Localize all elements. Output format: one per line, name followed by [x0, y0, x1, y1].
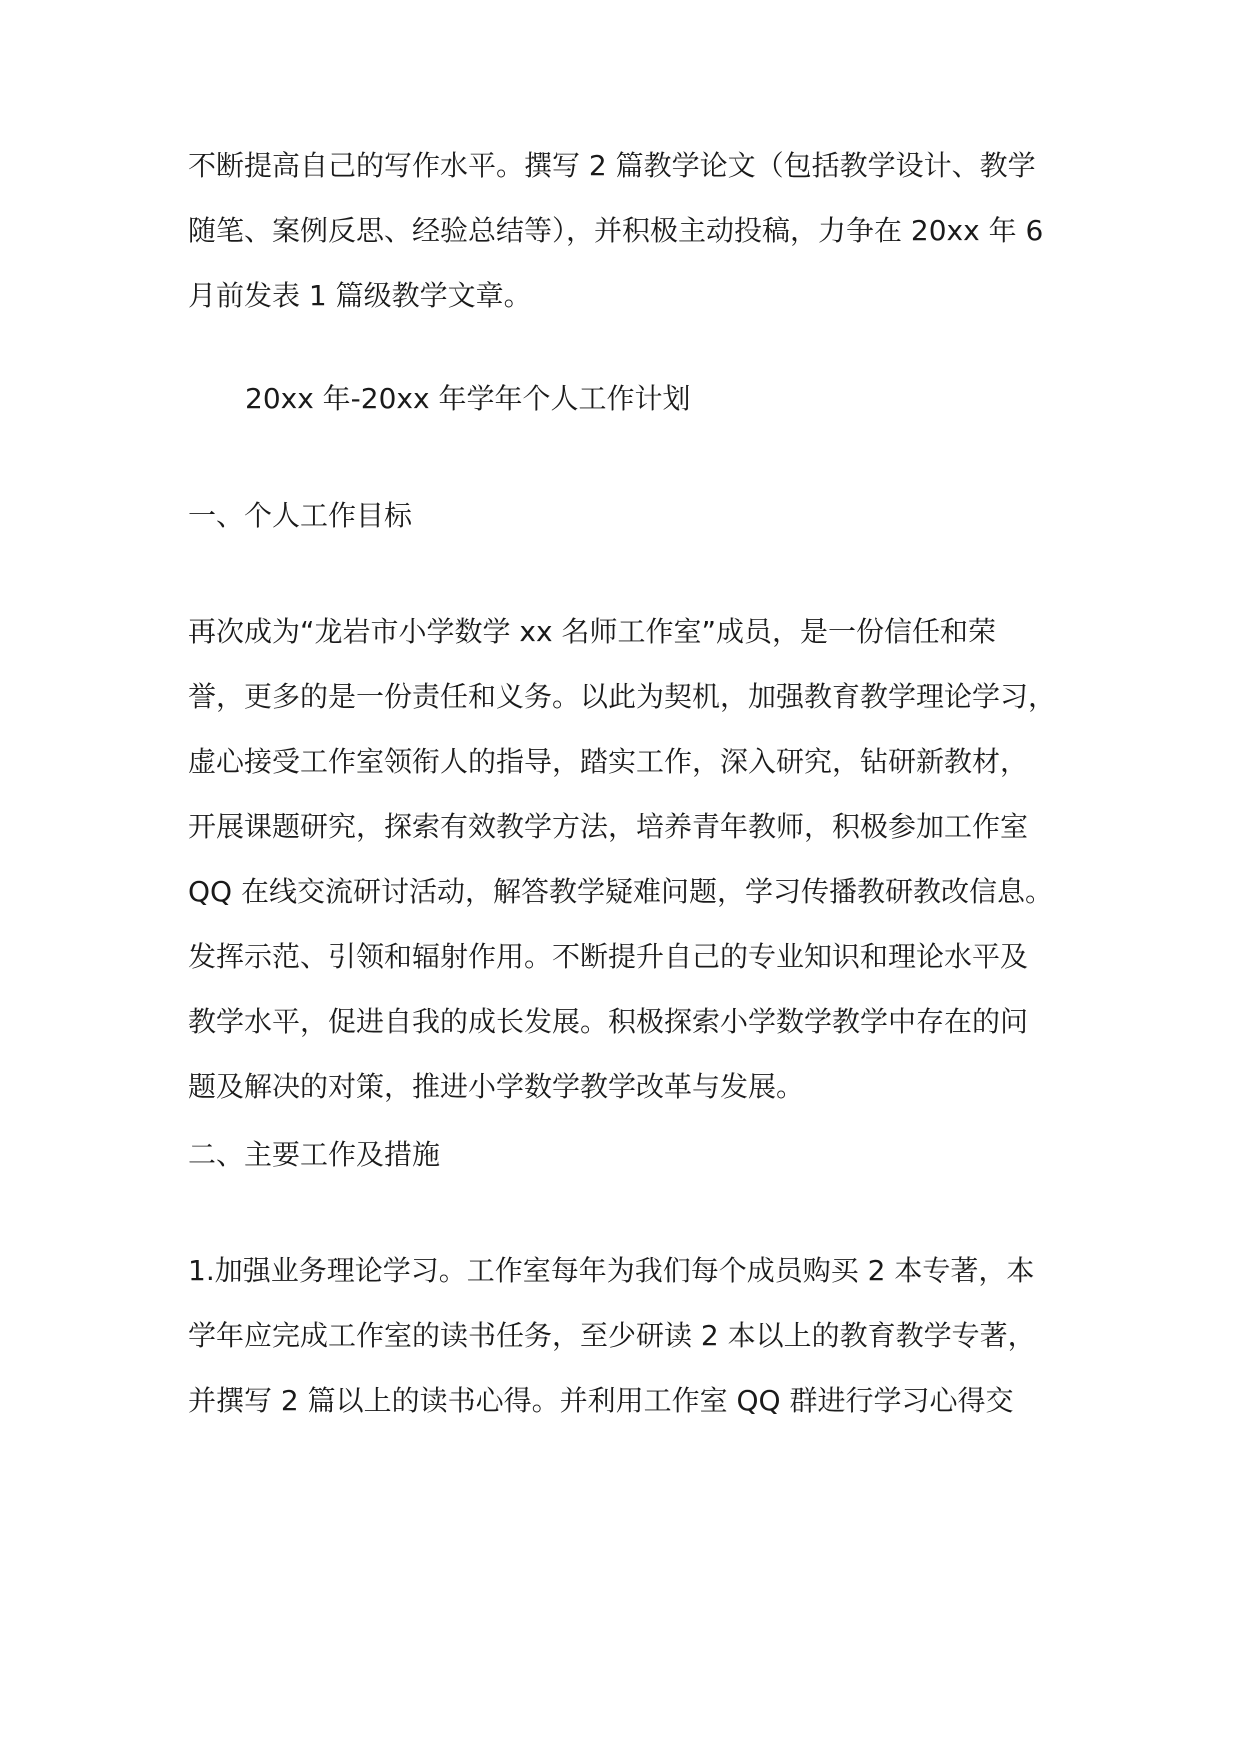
- text-line: 并撰写 2 篇以上的读书心得。并利用工作室 QQ 群进行学习心得交: [188, 1384, 1014, 1417]
- text-line: 发挥示范、引领和辐射作用。不断提升自己的专业知识和理论水平及: [188, 940, 1029, 973]
- text-line: 题及解决的对策，推进小学数学教学改革与发展。: [188, 1070, 805, 1103]
- section-heading-goals: [188, 483, 1078, 548]
- text-line: 虚心接受工作室领衔人的指导，踏实工作，深入研究，钻研新教材，: [188, 745, 1029, 778]
- text-line: 不断提高自己的写作水平。撰写 2 篇教学论文（包括教学设计、教学: [188, 149, 1036, 182]
- plan-title: [245, 366, 1135, 431]
- plan-title-text: 20xx 年-20xx 年学年个人工作计划: [245, 382, 691, 415]
- measures-paragraph: [188, 1238, 1078, 1433]
- text-line: 教学水平，促进自我的成长发展。积极探索小学数学教学中存在的问: [188, 1005, 1029, 1038]
- goals-paragraph: [188, 599, 1078, 1119]
- text-line: 再次成为“龙岩市小学数学 xx 名师工作室”成员，是一份信任和荣: [188, 615, 996, 648]
- section-heading-text: 二、主要工作及措施: [188, 1138, 441, 1171]
- text-line: 誉，更多的是一份责任和义务。以此为契机，加强教育教学理论学习，: [188, 680, 1057, 713]
- text-line: 开展课题研究，探索有效教学方法，培养青年教师，积极参加工作室: [188, 810, 1029, 843]
- text-line: QQ 在线交流研讨活动，解答教学疑难问题，学习传播教研教改信息。: [188, 875, 1053, 908]
- text-line: 1.加强业务理论学习。工作室每年为我们每个成员购买 2 本专著，本: [188, 1254, 1035, 1287]
- text-line: 学年应完成工作室的读书任务，至少研读 2 本以上的教育教学专著，: [188, 1319, 1036, 1352]
- section-heading-measures: [188, 1122, 1078, 1187]
- text-line: 月前发表 1 篇级教学文章。: [188, 279, 532, 312]
- text-line: 随笔、案例反思、经验总结等），并积极主动投稿，力争在 20xx 年 6: [188, 214, 1044, 247]
- intro-paragraph: [188, 133, 1078, 328]
- section-heading-text: 一、个人工作目标: [188, 499, 413, 532]
